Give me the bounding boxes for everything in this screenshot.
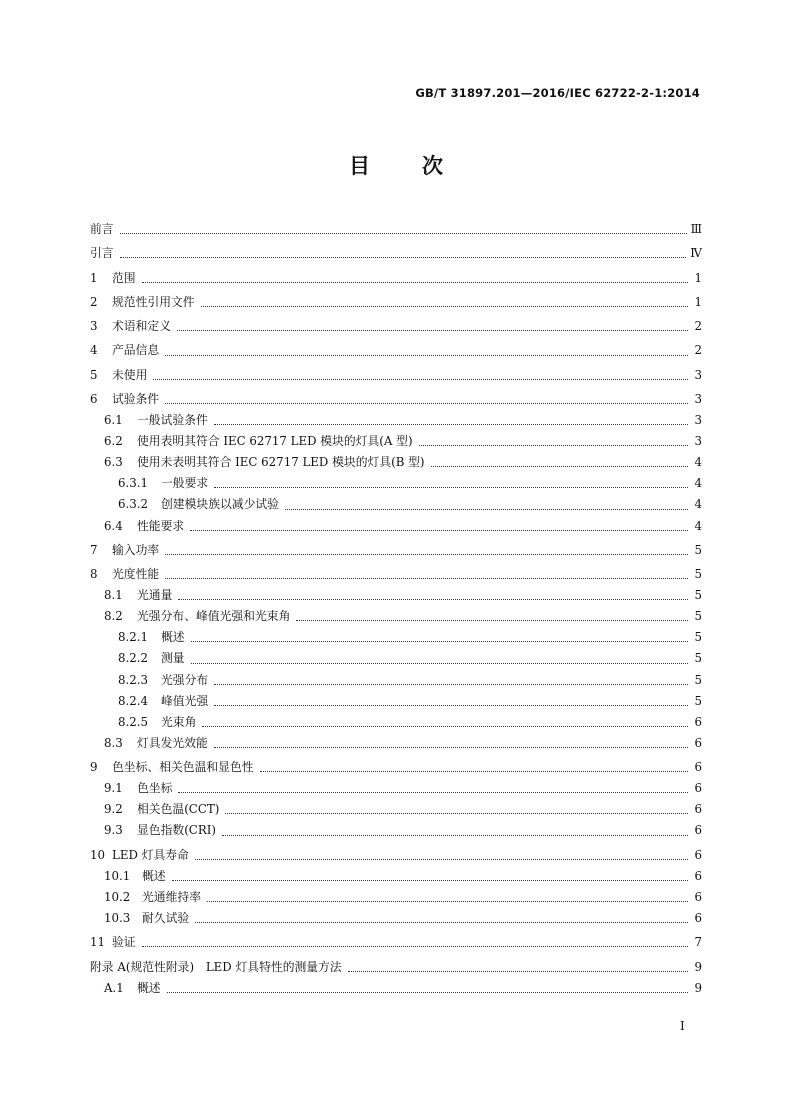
toc-entry-number: 9.3 bbox=[104, 823, 123, 838]
toc-entry-label: 光束角 bbox=[161, 714, 197, 729]
toc-entry-page: 6 bbox=[694, 735, 702, 750]
toc-leader-dots bbox=[120, 219, 687, 240]
toc-entry-label: 创建模块族以减少试验 bbox=[161, 497, 279, 512]
toc-leader-dots bbox=[165, 389, 688, 410]
toc-leader-dots bbox=[191, 648, 688, 669]
toc-entry-label: 试验条件 bbox=[112, 391, 160, 406]
toc-entry[interactable] bbox=[90, 932, 702, 953]
toc-entry-number: 6 bbox=[90, 391, 98, 406]
toc-entry-page: 6 bbox=[694, 802, 702, 817]
toc-leader-dots bbox=[214, 473, 688, 494]
toc-entry-page: 4 bbox=[694, 455, 702, 470]
toc-entry-page: Ⅳ bbox=[690, 246, 702, 261]
toc-entry-label: 产品信息 bbox=[112, 343, 160, 358]
toc-entry[interactable] bbox=[90, 585, 702, 606]
toc-entry[interactable] bbox=[90, 670, 702, 691]
toc-entry-number: 8.2 bbox=[104, 609, 123, 624]
toc-entry-label: 概述 bbox=[142, 868, 166, 883]
toc-entry[interactable] bbox=[90, 268, 702, 289]
toc-entry-page: 9 bbox=[694, 959, 702, 974]
toc-entry-page: 4 bbox=[694, 476, 702, 491]
toc-entry-number: 8 bbox=[90, 567, 98, 582]
toc-entry-number: 9.1 bbox=[104, 781, 123, 796]
toc-leader-dots bbox=[191, 627, 688, 648]
toc-entry-label: 光通量 bbox=[137, 588, 173, 603]
toc-entry[interactable] bbox=[90, 691, 702, 712]
toc-entry-number: 7 bbox=[90, 542, 98, 557]
toc-leader-dots bbox=[285, 494, 688, 515]
toc-entry[interactable] bbox=[90, 778, 702, 799]
toc-entry-number: 9.2 bbox=[104, 802, 123, 817]
toc-entry-label: LED 灯具寿命 bbox=[112, 847, 189, 862]
toc-entry-page: 6 bbox=[694, 781, 702, 796]
toc-entry-page: 6 bbox=[694, 889, 702, 904]
toc-entry-page: 1 bbox=[694, 270, 702, 285]
toc-leader-dots bbox=[419, 431, 688, 452]
toc-leader-dots bbox=[178, 778, 688, 799]
toc-leader-dots bbox=[142, 932, 688, 953]
toc-entry[interactable] bbox=[90, 648, 702, 669]
toc-entry[interactable] bbox=[90, 292, 702, 313]
toc-leader-dots bbox=[214, 691, 688, 712]
toc-entry-label: 性能要求 bbox=[137, 518, 185, 533]
toc-entry-label: 未使用 bbox=[112, 367, 148, 382]
toc-entry-number: 4 bbox=[90, 343, 98, 358]
toc-entry-page: 9 bbox=[694, 980, 702, 995]
toc-leader-dots bbox=[214, 733, 688, 754]
toc-entry-number: 10 bbox=[90, 847, 106, 862]
toc-entry[interactable] bbox=[90, 957, 702, 978]
toc-entry-label: 耐久试验 bbox=[142, 910, 190, 925]
toc-entry[interactable] bbox=[90, 516, 702, 537]
toc-entry[interactable] bbox=[90, 799, 702, 820]
toc-entry-number: 8.3 bbox=[104, 735, 123, 750]
toc-leader-dots bbox=[207, 887, 688, 908]
toc-entry-page: 5 bbox=[694, 693, 702, 708]
toc-entry-page: 5 bbox=[694, 651, 702, 666]
toc-entry-label: 测量 bbox=[161, 651, 185, 666]
toc-leader-dots bbox=[214, 410, 688, 431]
toc-leader-dots bbox=[120, 243, 687, 264]
toc-entry-number: 8.1 bbox=[104, 588, 123, 603]
toc-entry[interactable] bbox=[90, 606, 702, 627]
toc-entry[interactable] bbox=[90, 431, 702, 452]
toc-entry-number: 8.2.1 bbox=[118, 630, 149, 645]
toc-leader-dots bbox=[431, 452, 688, 473]
toc-leader-dots bbox=[178, 585, 688, 606]
toc-entry-page: 5 bbox=[694, 567, 702, 582]
toc-leader-dots bbox=[296, 606, 688, 627]
toc-entry-page: 5 bbox=[694, 588, 702, 603]
toc-entry-page: 2 bbox=[694, 343, 702, 358]
toc-entry-number: 6.3 bbox=[104, 455, 123, 470]
toc-leader-dots bbox=[142, 268, 688, 289]
toc-entry-number: 8.2.2 bbox=[118, 651, 149, 666]
toc-entry-number: 6.3.2 bbox=[118, 497, 149, 512]
toc-entry-label: 相关色温(CCT) bbox=[137, 802, 220, 817]
toc-leader-dots bbox=[153, 365, 688, 386]
toc-leader-dots bbox=[260, 757, 688, 778]
toc-entry[interactable] bbox=[90, 316, 702, 337]
toc-entry-label: 一般试验条件 bbox=[137, 413, 208, 428]
toc-entry-label: 显色指数(CRI) bbox=[137, 823, 216, 838]
toc-entry-page: 4 bbox=[694, 518, 702, 533]
toc-entry-page: 3 bbox=[694, 413, 702, 428]
toc-entry[interactable] bbox=[90, 410, 702, 431]
toc-entry[interactable] bbox=[90, 845, 702, 866]
toc-entry-number: 6.4 bbox=[104, 518, 123, 533]
toc-entry-label: 引言 bbox=[90, 246, 114, 261]
toc-entry-label: 使用未表明其符合 IEC 62717 LED 模块的灯具(B 型) bbox=[137, 455, 425, 470]
toc-entry[interactable] bbox=[90, 365, 702, 386]
toc-entry[interactable] bbox=[90, 219, 702, 240]
toc-leader-dots bbox=[165, 340, 688, 361]
toc-entry-label: 输入功率 bbox=[112, 542, 160, 557]
toc-entry-page: 6 bbox=[694, 910, 702, 925]
toc-entry-page: 3 bbox=[694, 367, 702, 382]
toc-entry[interactable] bbox=[90, 757, 702, 778]
toc-leader-dots bbox=[202, 712, 688, 733]
standard-code: GB/T 31897.201—2016/IEC 62722-2-1:2014 bbox=[415, 86, 700, 100]
toc-entry-page: 4 bbox=[694, 497, 702, 512]
toc-leader-dots bbox=[190, 516, 688, 537]
toc-entry-page: 5 bbox=[694, 609, 702, 624]
toc-entry[interactable] bbox=[90, 820, 702, 841]
toc-leader-dots bbox=[195, 908, 688, 929]
toc-entry-label: 光度性能 bbox=[112, 567, 160, 582]
toc-entry-number: 1 bbox=[90, 270, 98, 285]
toc-entry-page: 6 bbox=[694, 868, 702, 883]
toc-entry-label: 验证 bbox=[112, 935, 136, 950]
toc-entry-number: 10.2 bbox=[104, 889, 131, 904]
toc-entry[interactable] bbox=[90, 540, 702, 561]
toc-leader-dots bbox=[165, 540, 688, 561]
toc-entry[interactable] bbox=[90, 712, 702, 733]
toc-entry-page: 5 bbox=[694, 630, 702, 645]
toc-entry-page: 6 bbox=[694, 760, 702, 775]
toc-entry[interactable] bbox=[90, 978, 702, 999]
toc-entry[interactable] bbox=[90, 494, 702, 515]
toc-entry-page: 6 bbox=[694, 847, 702, 862]
toc-entry-label: 色坐标 bbox=[137, 781, 173, 796]
toc-entry-page: 7 bbox=[694, 935, 702, 950]
toc-leader-dots bbox=[225, 799, 688, 820]
toc-entry-label: 光强分布、峰值光强和光束角 bbox=[137, 609, 291, 624]
toc-entry-number: 10.3 bbox=[104, 910, 131, 925]
toc-entry-number: 5 bbox=[90, 367, 98, 382]
toc-entry[interactable] bbox=[90, 866, 702, 887]
page-title: 目次 bbox=[349, 154, 495, 178]
toc-entry-page: 3 bbox=[694, 391, 702, 406]
toc-entry[interactable] bbox=[90, 564, 702, 585]
toc-entry-label: 光通维持率 bbox=[142, 889, 201, 904]
toc-entry-label: 概述 bbox=[161, 630, 185, 645]
toc-entry-page: 3 bbox=[694, 434, 702, 449]
toc-leader-dots bbox=[177, 316, 688, 337]
toc-entry-label: 灯具发光效能 bbox=[137, 735, 208, 750]
toc-entry-label: 峰值光强 bbox=[161, 693, 209, 708]
toc-entry[interactable] bbox=[90, 452, 702, 473]
toc-leader-dots bbox=[167, 978, 688, 999]
toc-entry-label: 前言 bbox=[90, 222, 114, 236]
toc-entry[interactable] bbox=[90, 473, 702, 494]
toc-entry-number: 10.1 bbox=[104, 868, 131, 883]
toc-entry[interactable] bbox=[90, 627, 702, 648]
toc-entry-number: 3 bbox=[90, 319, 98, 334]
toc-leader-dots bbox=[172, 866, 688, 887]
toc-entry-number: 8.2.5 bbox=[118, 714, 149, 729]
toc-entry-number: 9 bbox=[90, 760, 98, 775]
toc-entry-number: A.1 bbox=[104, 980, 124, 995]
toc-entry[interactable] bbox=[90, 887, 702, 908]
toc-entry-label: 色坐标、相关色温和显色性 bbox=[112, 760, 254, 775]
toc-entry-page: 5 bbox=[694, 542, 702, 557]
page-number: I bbox=[680, 1019, 685, 1033]
toc-entry-page: 6 bbox=[694, 823, 702, 838]
toc-entry-label: 范围 bbox=[112, 270, 136, 285]
toc-entry-label: 概述 bbox=[137, 980, 161, 995]
toc-entry-label: 使用表明其符合 IEC 62717 LED 模块的灯具(A 型) bbox=[137, 434, 413, 449]
toc-entry-number: 2 bbox=[90, 294, 98, 309]
toc-entry-number: 6.3.1 bbox=[118, 476, 149, 491]
toc-entry[interactable] bbox=[90, 389, 702, 410]
toc-entry[interactable] bbox=[90, 733, 702, 754]
toc-leader-dots bbox=[214, 670, 688, 691]
toc-entry[interactable] bbox=[90, 908, 702, 929]
toc-entry-label: 术语和定义 bbox=[112, 319, 171, 334]
toc-entry[interactable] bbox=[90, 340, 702, 361]
toc-entry-label: 规范性引用文件 bbox=[112, 294, 195, 309]
toc-leader-dots bbox=[201, 292, 688, 313]
toc-entry-number: 6.2 bbox=[104, 434, 123, 449]
toc-entry-label: 光强分布 bbox=[161, 672, 209, 687]
toc-entry-number: 8.2.3 bbox=[118, 672, 149, 687]
toc-entry-label: 附录 A(规范性附录) LED 灯具特性的测量方法 bbox=[90, 959, 342, 974]
toc-leader-dots bbox=[222, 820, 688, 841]
toc-entry[interactable] bbox=[90, 243, 702, 264]
toc-entry-page: 2 bbox=[694, 319, 702, 334]
toc-leader-dots bbox=[195, 845, 688, 866]
toc-entry-label: 一般要求 bbox=[161, 476, 209, 491]
toc-entry-number: 6.1 bbox=[104, 413, 123, 428]
toc-entry-page: Ⅲ bbox=[690, 222, 702, 236]
toc-entry-number: 8.2.4 bbox=[118, 693, 149, 708]
toc-entry-page: 6 bbox=[694, 714, 702, 729]
table-of-contents bbox=[90, 219, 702, 999]
toc-entry-page: 1 bbox=[694, 294, 702, 309]
toc-leader-dots bbox=[348, 957, 688, 978]
toc-leader-dots bbox=[165, 564, 688, 585]
toc-entry-page: 5 bbox=[694, 672, 702, 687]
toc-entry-number: 11 bbox=[90, 935, 106, 950]
